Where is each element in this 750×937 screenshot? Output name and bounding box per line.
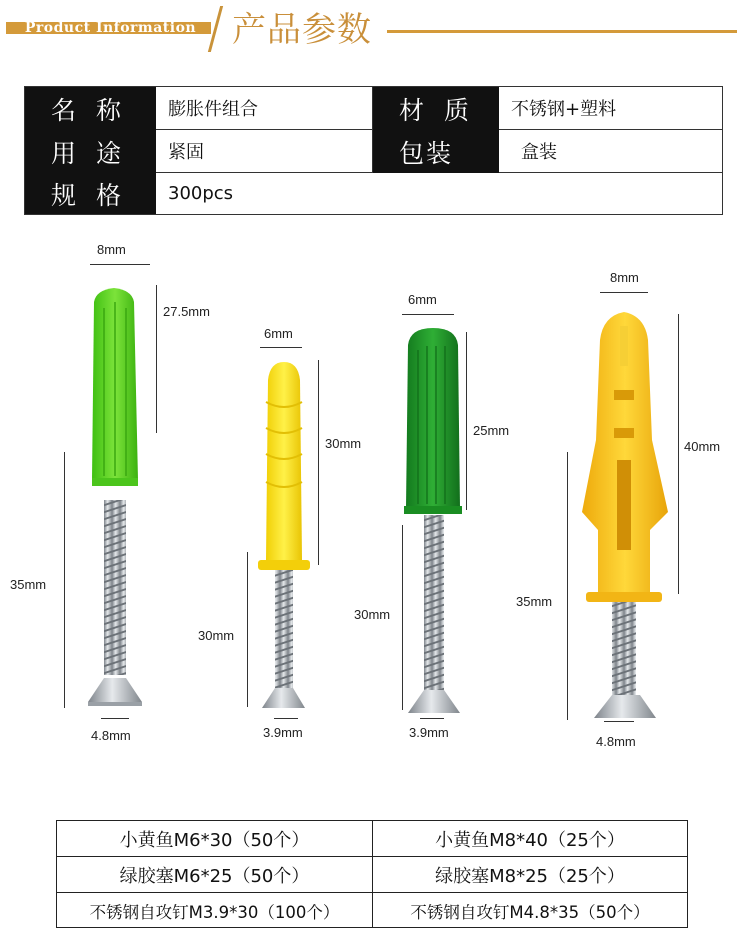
- dim-anchor3-sleeve: 25mm: [473, 423, 510, 438]
- dim-line: [604, 721, 634, 722]
- dim-line: [274, 718, 298, 719]
- product-figure: [0, 230, 750, 790]
- dim-line: [90, 264, 150, 265]
- spec-value-spec: 300pcs: [168, 183, 234, 204]
- dim-anchor3-head: 3.9mm: [409, 725, 449, 740]
- header-english-label: Product Information: [24, 20, 197, 36]
- table-cell: 小黄鱼M8*40（25个）: [435, 829, 625, 851]
- dim-line: [64, 452, 65, 708]
- table-cell: 不锈钢自攻钉M4.8*35（50个）: [410, 902, 650, 922]
- dim-anchor2-screw: 30mm: [198, 628, 235, 643]
- dim-line: [156, 285, 157, 433]
- spec-value-name: 膨胀件组合: [156, 87, 373, 130]
- spec-value-material: 不锈钢+塑料: [499, 87, 722, 130]
- spec-table: [24, 86, 723, 215]
- dim-anchor1-sleeve: 27.5mm: [163, 304, 210, 319]
- dim-line: [600, 292, 648, 293]
- spec-value-usage: 紧固: [156, 130, 373, 173]
- contents-table: [56, 820, 688, 928]
- spec-key-usage: 用 途: [25, 130, 156, 173]
- dim-anchor4-screw: 35mm: [516, 594, 553, 609]
- dim-line: [402, 525, 403, 710]
- dim-line: [567, 452, 568, 720]
- spec-key-spec: 规 格: [25, 173, 156, 214]
- dim-line: [260, 347, 302, 348]
- dim-line: [678, 314, 679, 594]
- anchor-1-green-plug: [88, 288, 142, 706]
- spec-key-package: 包装: [373, 130, 499, 173]
- spec-key-material: 材 质: [373, 87, 499, 130]
- spec-value-package: 盒装: [499, 130, 722, 173]
- table-row: [57, 857, 687, 893]
- dim-anchor1-top-width: 8mm: [97, 242, 126, 257]
- table-cell: 绿胶塞M8*25（25个）: [435, 865, 625, 887]
- dim-line: [402, 314, 454, 315]
- anchors-illustration: [0, 230, 750, 790]
- dim-anchor4-top-width: 8mm: [610, 270, 639, 285]
- dim-anchor3-screw: 30mm: [354, 607, 391, 622]
- dim-anchor4-head: 4.8mm: [596, 734, 636, 749]
- anchor-2-yellow-plug: [258, 362, 310, 708]
- anchor-3-dark-green-plug: [404, 328, 462, 713]
- dim-anchor1-screw: 35mm: [10, 577, 47, 592]
- dim-line: [318, 360, 319, 565]
- dim-line: [466, 332, 467, 510]
- dim-anchor4-sleeve: 40mm: [684, 439, 721, 454]
- dim-line: [247, 552, 248, 707]
- anchor-4-deep-yellow-plug: [582, 312, 668, 718]
- table-cell: 不锈钢自攻钉M3.9*30（100个）: [57, 893, 373, 928]
- spec-key-name: 名 称: [25, 87, 156, 130]
- table-row: [57, 893, 687, 929]
- dim-anchor3-top-width: 6mm: [408, 292, 437, 307]
- table-row: [57, 821, 687, 857]
- dim-line: [101, 718, 129, 719]
- table-cell: 绿胶塞M6*25（50个）: [57, 857, 373, 892]
- dim-line: [420, 718, 444, 719]
- page-title: 产品参数: [232, 10, 372, 50]
- table-cell: 小黄鱼M6*30（50个）: [57, 821, 373, 856]
- header-right-bar: [387, 30, 737, 33]
- dim-anchor1-head: 4.8mm: [91, 728, 131, 743]
- dim-anchor2-head: 3.9mm: [263, 725, 303, 740]
- dim-anchor2-top-width: 6mm: [264, 326, 293, 341]
- dim-anchor2-sleeve: 30mm: [325, 436, 362, 451]
